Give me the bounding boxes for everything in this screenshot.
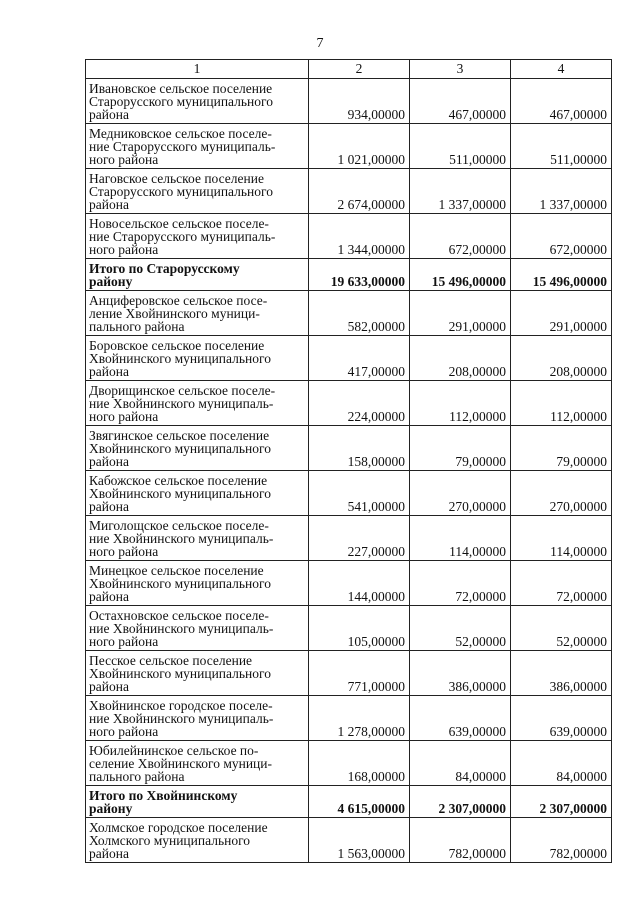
amount-col-4-cell: 79,00000 bbox=[511, 426, 612, 471]
amount-col-2-cell: 144,00000 bbox=[309, 561, 410, 606]
amount-col-2-cell: 2 674,00000 bbox=[309, 169, 410, 214]
amount-col-4-cell: 208,00000 bbox=[511, 336, 612, 381]
total-row bbox=[86, 786, 612, 818]
municipality-name-cell: Холмское городское поселение Холмского муниципального района bbox=[86, 818, 309, 863]
header-col-1: 1 bbox=[86, 60, 309, 79]
amount-col-2-cell: 227,00000 bbox=[309, 516, 410, 561]
table-header bbox=[86, 60, 612, 79]
table-row bbox=[86, 381, 612, 426]
municipality-name-cell: Хвойнинское городское поселе- ние Хвойнинского муниципаль- ного района bbox=[86, 696, 309, 741]
municipality-name-cell: Медниковское сельское поселе- ние Старорусского муниципаль- ного района bbox=[86, 124, 309, 169]
amount-col-4-cell: 291,00000 bbox=[511, 291, 612, 336]
municipality-name-cell: Ивановское сельское поселение Старорусского муниципального района bbox=[86, 79, 309, 124]
municipality-name-cell: Звягинское сельское поселение Хвойнинского муниципального района bbox=[86, 426, 309, 471]
municipality-name-cell: Наговское сельское поселение Старорусского муниципального района bbox=[86, 169, 309, 214]
amount-col-3-cell: 270,00000 bbox=[410, 471, 511, 516]
amount-col-4-cell: 639,00000 bbox=[511, 696, 612, 741]
municipality-name-cell: Минецкое сельское поселение Хвойнинского муниципального района bbox=[86, 561, 309, 606]
municipality-name-cell: Остахновское сельское поселе- ние Хвойнинского муниципаль- ного района bbox=[86, 606, 309, 651]
page-number: 7 bbox=[316, 36, 324, 51]
amount-col-4-cell: 386,00000 bbox=[511, 651, 612, 696]
amount-col-2-cell: 1 563,00000 bbox=[309, 818, 410, 863]
table-row bbox=[86, 426, 612, 471]
amount-col-2-cell: 224,00000 bbox=[309, 381, 410, 426]
amount-col-4-cell: 84,00000 bbox=[511, 741, 612, 786]
amount-col-3-cell: 72,00000 bbox=[410, 561, 511, 606]
amount-col-3-cell: 79,00000 bbox=[410, 426, 511, 471]
table-row bbox=[86, 818, 612, 863]
amount-col-3-cell: 114,00000 bbox=[410, 516, 511, 561]
table-row bbox=[86, 741, 612, 786]
amount-col-2-cell: 105,00000 bbox=[309, 606, 410, 651]
table-body bbox=[86, 79, 612, 863]
table-row bbox=[86, 696, 612, 741]
table-row bbox=[86, 516, 612, 561]
header-col-2: 2 bbox=[309, 60, 410, 79]
municipality-name-cell: Дворищинское сельское поселе- ние Хвойнинского муниципаль- ного района bbox=[86, 381, 309, 426]
amount-col-3-cell: 639,00000 bbox=[410, 696, 511, 741]
amount-col-2-cell: 541,00000 bbox=[309, 471, 410, 516]
amount-col-2-cell: 417,00000 bbox=[309, 336, 410, 381]
table-row bbox=[86, 291, 612, 336]
amount-col-3-cell: 782,00000 bbox=[410, 818, 511, 863]
amount-col-2-cell: 1 278,00000 bbox=[309, 696, 410, 741]
municipality-name-cell: Боровское сельское поселение Хвойнинского муниципального района bbox=[86, 336, 309, 381]
amount-col-2-cell: 771,00000 bbox=[309, 651, 410, 696]
municipality-name-cell: Анциферовское сельское посе- ление Хвойнинского муници- пального района bbox=[86, 291, 309, 336]
amount-col-2-cell: 934,00000 bbox=[309, 79, 410, 124]
amount-col-2-cell: 4 615,00000 bbox=[309, 786, 410, 818]
municipality-name-cell: Итого по Хвойнинскому району bbox=[86, 786, 309, 818]
amount-col-2-cell: 168,00000 bbox=[309, 741, 410, 786]
municipality-name-cell: Миголощское сельское поселе- ние Хвойнинского муниципаль- ного района bbox=[86, 516, 309, 561]
amount-col-4-cell: 114,00000 bbox=[511, 516, 612, 561]
amount-col-4-cell: 782,00000 bbox=[511, 818, 612, 863]
amount-col-3-cell: 467,00000 bbox=[410, 79, 511, 124]
municipality-name-cell: Песское сельское поселение Хвойнинского муниципального района bbox=[86, 651, 309, 696]
table-row bbox=[86, 336, 612, 381]
amount-col-3-cell: 1 337,00000 bbox=[410, 169, 511, 214]
amount-col-3-cell: 386,00000 bbox=[410, 651, 511, 696]
amount-col-3-cell: 208,00000 bbox=[410, 336, 511, 381]
municipality-name-cell: Юбилейнинское сельское по- селение Хвойнинского муници- пального района bbox=[86, 741, 309, 786]
amount-col-3-cell: 112,00000 bbox=[410, 381, 511, 426]
amount-col-4-cell: 270,00000 bbox=[511, 471, 612, 516]
amount-col-4-cell: 72,00000 bbox=[511, 561, 612, 606]
amount-col-4-cell: 467,00000 bbox=[511, 79, 612, 124]
table-row bbox=[86, 471, 612, 516]
amount-col-4-cell: 15 496,00000 bbox=[511, 259, 612, 291]
header-row bbox=[86, 60, 612, 79]
amount-col-2-cell: 19 633,00000 bbox=[309, 259, 410, 291]
amount-col-2-cell: 582,00000 bbox=[309, 291, 410, 336]
amount-col-4-cell: 52,00000 bbox=[511, 606, 612, 651]
amount-col-4-cell: 672,00000 bbox=[511, 214, 612, 259]
amount-col-3-cell: 15 496,00000 bbox=[410, 259, 511, 291]
amount-col-3-cell: 511,00000 bbox=[410, 124, 511, 169]
table-row bbox=[86, 214, 612, 259]
amount-col-3-cell: 52,00000 bbox=[410, 606, 511, 651]
amount-col-3-cell: 291,00000 bbox=[410, 291, 511, 336]
header-col-3: 3 bbox=[410, 60, 511, 79]
amount-col-3-cell: 672,00000 bbox=[410, 214, 511, 259]
table-row bbox=[86, 651, 612, 696]
municipality-name-cell: Итого по Старорусскому району bbox=[86, 259, 309, 291]
table-row bbox=[86, 561, 612, 606]
municipality-name-cell: Новосельское сельское поселе- ние Старорусского муниципаль- ного района bbox=[86, 214, 309, 259]
amount-col-4-cell: 112,00000 bbox=[511, 381, 612, 426]
amount-col-3-cell: 2 307,00000 bbox=[410, 786, 511, 818]
amount-col-4-cell: 2 307,00000 bbox=[511, 786, 612, 818]
budget-table bbox=[85, 59, 612, 863]
header-col-4: 4 bbox=[511, 60, 612, 79]
municipality-name-cell: Кабожское сельское поселение Хвойнинского муниципального района bbox=[86, 471, 309, 516]
table-row bbox=[86, 169, 612, 214]
amount-col-3-cell: 84,00000 bbox=[410, 741, 511, 786]
table-row bbox=[86, 606, 612, 651]
amount-col-2-cell: 158,00000 bbox=[309, 426, 410, 471]
amount-col-4-cell: 1 337,00000 bbox=[511, 169, 612, 214]
amount-col-2-cell: 1 344,00000 bbox=[309, 214, 410, 259]
total-row bbox=[86, 259, 612, 291]
amount-col-4-cell: 511,00000 bbox=[511, 124, 612, 169]
table-row bbox=[86, 124, 612, 169]
table-row bbox=[86, 79, 612, 124]
amount-col-2-cell: 1 021,00000 bbox=[309, 124, 410, 169]
